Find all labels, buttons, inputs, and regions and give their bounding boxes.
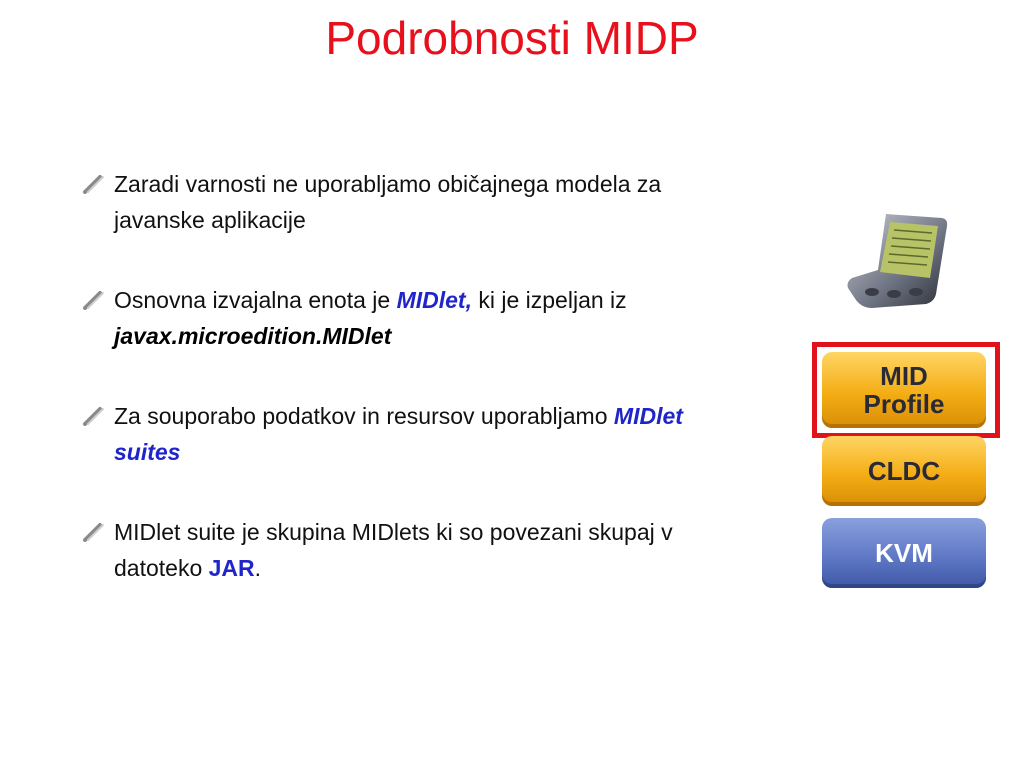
midp-architecture-diagram <box>812 200 992 592</box>
slide-title: Podrobnosti MIDP <box>325 12 699 64</box>
midlet-suites-term: MIDlet suites <box>114 403 683 465</box>
cldc-block: CLDC <box>822 436 986 506</box>
bullet-list <box>82 166 742 630</box>
mid-label: MID <box>880 361 928 391</box>
bullet-icon <box>82 290 106 310</box>
class-name: javax.microedition.MIDlet <box>114 323 392 349</box>
bullet-item <box>82 514 742 586</box>
pda-icon <box>842 208 952 312</box>
bullet-icon <box>82 406 106 426</box>
bullet-text: Osnovna izvajalna enota je <box>114 287 397 313</box>
bullet-icon <box>82 174 106 194</box>
profile-label: Profile <box>863 389 945 419</box>
midlet-term: MIDlet, <box>396 287 472 313</box>
bullet-text: MIDlet suite je skupina MIDlets ki so povezani skupaj v datoteko <box>114 519 673 581</box>
kvm-block: KVM <box>822 518 986 588</box>
bullet-item <box>82 282 742 354</box>
bullet-text: . <box>254 555 262 581</box>
bullet-text: Zaradi varnosti ne uporabljamo običajnega modela za javanske aplikacije <box>114 171 662 233</box>
bullet-item <box>82 166 742 238</box>
bullet-text: ki je izpeljan iz <box>471 287 627 313</box>
bullet-text: Za souporabo podatkov in resursov uporabljamo <box>114 403 614 429</box>
bullet-item <box>82 398 742 470</box>
jar-term: JAR <box>208 555 255 581</box>
bullet-icon <box>82 522 106 542</box>
mid-profile-block <box>822 352 986 428</box>
